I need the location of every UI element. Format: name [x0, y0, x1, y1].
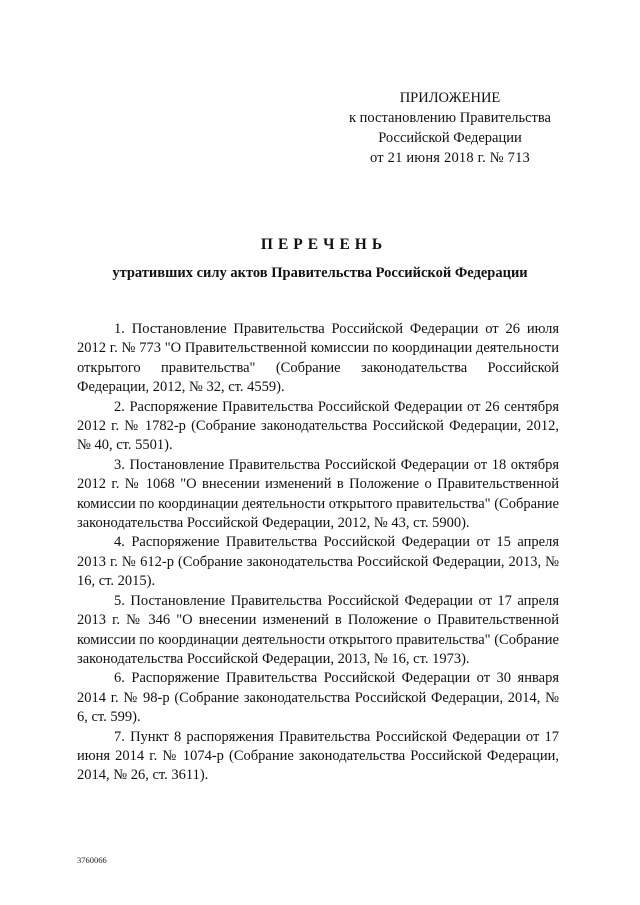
list-item: 2. Распоряжение Правительства Российской Федерации от 26 сентября 2012 г. № 1782-р (Собрание законодательства Российской Федерации, 2012, № 40, ст. 5501). [77, 398, 559, 454]
document-subtitle: утративших силу актов Правительства Российской Федерации [112, 265, 528, 281]
appendix-heading: ПРИЛОЖЕНИЕ [399, 90, 501, 106]
appendix-line-3: от 21 июня 2018 г. № 713 [370, 150, 530, 166]
list-item: 3. Постановление Правительства Российской Федерации от 18 октября 2012 г. № 1068 "О внесении изменений в Положение о Правительственной комиссии по координации деятельности открытого правительства" (Собрание законодательства Российской Федерации, 2012, № 43, ст. 5900). [77, 456, 559, 532]
act-list [77, 320, 559, 786]
list-item: 4. Распоряжение Правительства Российской Федерации от 15 апреля 2013 г. № 612-р (Собрание законодательства Российской Федерации, 2013, № 16, ст. 2015). [77, 534, 559, 590]
appendix-line-2: Российской Федерации [378, 130, 522, 146]
list-item: 6. Распоряжение Правительства Российской Федерации от 30 января 2014 г. № 98-р (Собрание законодательства Российской Федерации, 2014, № 6, ст. 599). [77, 670, 559, 726]
document-title: ПЕРЕЧЕНЬ [260, 236, 388, 253]
list-item: 1. Постановление Правительства Российской Федерации от 26 июля 2012 г. № 773 "О Правительственной комиссии по координации деятельности открытого правительства" (Собрание законодательства Российской Федерации, 2012, № 32, ст. 4559). [77, 321, 559, 396]
appendix-block [330, 88, 570, 168]
document-code: 3760066 [77, 855, 107, 865]
list-item: 7. Пункт 8 распоряжения Правительства Российской Федерации от 17 июня 2014 г. № 1074-р (Собрание законодательства Российской Федерации, 2014, № 26, ст. 3611). [77, 728, 559, 784]
appendix-line-1: к постановлению Правительства [349, 110, 551, 126]
list-item: 5. Постановление Правительства Российской Федерации от 17 апреля 2013 г. № 346 "О внесении изменений в Положение о Правительственной комиссии по координации деятельности открытого правительства" (Собрание законодательства Российской Федерации, 2013, № 16, ст. 1973). [77, 592, 559, 667]
